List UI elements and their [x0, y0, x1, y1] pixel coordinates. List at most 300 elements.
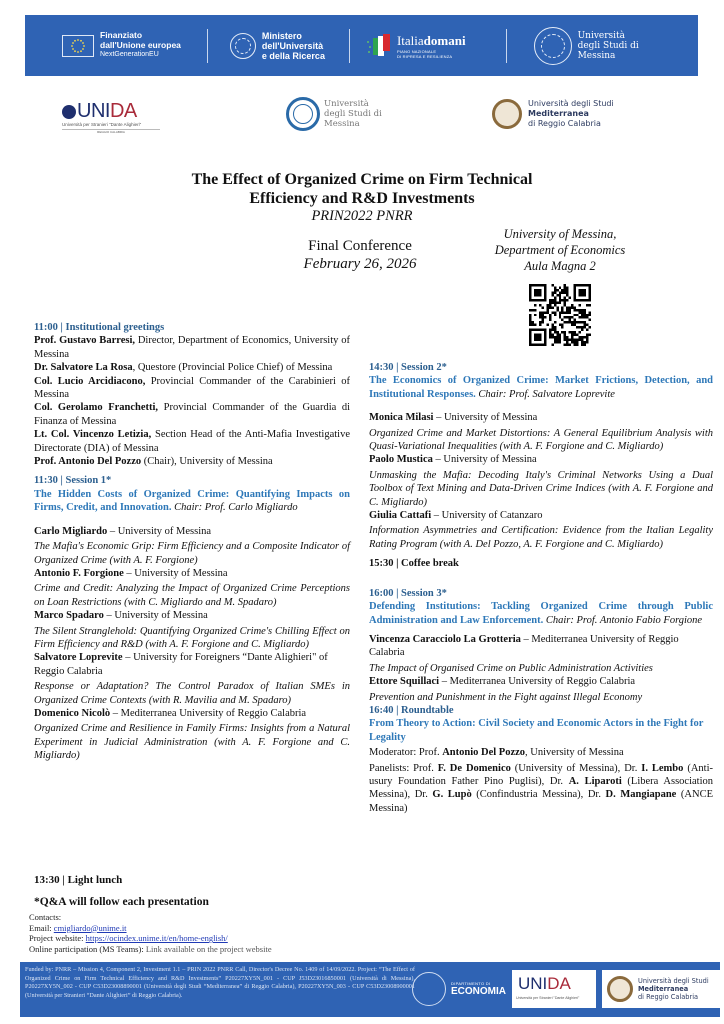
mediterranea-seal-icon	[492, 99, 522, 129]
qr-module	[546, 324, 548, 326]
unida-sub2: REGGIO CALABRIA	[62, 129, 160, 134]
qr-module	[546, 311, 548, 313]
qr-module	[586, 341, 588, 343]
event-name: Final Conference	[308, 238, 412, 254]
qr-module	[571, 324, 573, 326]
eu-line1: Finanziato	[100, 30, 143, 41]
qr-module	[549, 329, 551, 331]
unime-logo-line3: Messina	[324, 119, 360, 129]
qr-module	[534, 304, 536, 306]
qr-module	[559, 299, 561, 301]
qr-module	[586, 339, 588, 341]
qr-module	[554, 299, 556, 301]
unida-sub: Università per Stranieri "Dante Alighieri"	[62, 122, 142, 127]
footer-mediter-line1: Università degli Studi	[638, 977, 709, 985]
qr-module	[579, 289, 586, 296]
panelist-name: F. De Domenico	[437, 762, 511, 774]
qr-module	[569, 319, 571, 321]
unime-line3: Messina	[577, 50, 616, 61]
talk-title: Prevention and Punishment in the Fight against Illegal Economy	[369, 691, 643, 703]
online-label: Online participation (MS Teams):	[29, 943, 146, 954]
session3-chair: Chair: Prof. Antonio Fabio Forgione	[543, 614, 703, 626]
eu-flag-icon	[62, 35, 94, 57]
qr-module	[579, 331, 581, 333]
talk-title: Organized Crime and Market Distortions: A General Equilibrium Analysis with Quasi-Variational Inequalities (with A. F. Forgione and C. Migliardo)	[369, 427, 713, 453]
talk-speaker-line	[34, 651, 350, 678]
session3-title-block	[369, 600, 713, 627]
qr-module	[574, 334, 576, 336]
qr-module	[576, 326, 578, 328]
eu-logo	[62, 15, 181, 76]
mur-logo	[230, 15, 325, 76]
qr-module	[579, 321, 581, 323]
qr-module	[559, 316, 561, 318]
qr-module	[551, 291, 553, 293]
qr-module	[554, 329, 556, 331]
funding-banner	[25, 15, 698, 76]
session3-title: Defending Institutions: Tackling Organized Crime through Public Administration and Law Enforcement.	[369, 601, 713, 626]
talk-speaker-line	[34, 525, 350, 538]
greeting-role: , Questore (Provincial Police Chief) of Messina	[132, 362, 333, 374]
qr-module	[581, 341, 583, 343]
qr-module	[566, 341, 568, 343]
qr-module	[554, 341, 556, 343]
qr-module	[566, 291, 568, 293]
qr-module	[556, 331, 558, 333]
qr-module	[541, 321, 543, 323]
qr-module	[551, 299, 553, 301]
qr-module	[554, 291, 556, 293]
qr-module	[531, 324, 533, 326]
qr-module	[586, 324, 588, 326]
speaker-name: Paolo Mustica	[369, 454, 433, 466]
qr-module	[574, 331, 576, 333]
qr-module	[539, 314, 541, 316]
unime-seal-icon	[286, 97, 320, 131]
moderator-label: Moderator: Prof.	[369, 747, 443, 759]
qr-module	[574, 341, 576, 343]
qr-module	[581, 311, 583, 313]
qr-module	[566, 311, 568, 313]
qr-module	[581, 339, 583, 341]
qr-module	[586, 336, 588, 338]
greeting-name: Col. Gerolamo Franchetti,	[34, 402, 159, 414]
qr-module	[554, 336, 556, 338]
qr-module	[551, 306, 553, 308]
qr-module	[566, 289, 568, 291]
qr-module	[584, 311, 586, 313]
qr-module	[539, 321, 541, 323]
qr-module	[531, 321, 533, 323]
panelist-name: I. Lembo	[641, 762, 684, 774]
contacts-label: Contacts:	[29, 912, 62, 922]
session2-title: The Economics of Organized Crime: Market Frictions, Detection, and Institutional Responses.	[369, 375, 713, 400]
qr-module	[586, 334, 588, 336]
qr-module	[541, 319, 543, 321]
speaker-affiliation: – University of Messina	[103, 610, 208, 622]
mediter-line3: di Reggio Calabria	[528, 119, 601, 128]
website-link[interactable]: https://ocindex.unime.it/en/home-english/	[85, 933, 228, 944]
qr-module	[564, 334, 566, 336]
partner-logos	[0, 95, 724, 140]
qr-module	[559, 324, 561, 326]
speaker-name: Marco Spadaro	[34, 610, 104, 622]
venue-block	[480, 226, 640, 274]
qr-module	[564, 336, 566, 338]
qr-module	[554, 301, 556, 303]
qr-module	[574, 339, 576, 341]
qr-module	[576, 321, 578, 323]
session1-title: The Hidden Costs of Organized Crime: Quantifying Impacts on Firms, Credit, and Innovation.	[34, 488, 350, 514]
qr-module	[529, 324, 531, 326]
qr-module	[556, 336, 558, 338]
qr-module	[579, 309, 581, 311]
unime-line2: degli Studi di	[577, 40, 639, 51]
talk-speaker-line	[369, 453, 713, 466]
unime-seal-icon	[412, 972, 446, 1006]
qr-module	[564, 304, 566, 306]
greeting-item	[34, 375, 350, 402]
speaker-name: Ettore Squillaci	[369, 676, 440, 688]
qr-module	[586, 329, 588, 331]
qr-module	[579, 336, 581, 338]
qr-module	[579, 311, 581, 313]
banner-divider	[506, 29, 507, 63]
talk-title: The Impact of Organised Crime on Public Administration Activities	[369, 662, 653, 674]
program-name: PRIN2022 PNRR	[311, 208, 413, 224]
panelist-name: D. Mangiapane	[605, 789, 677, 801]
talk-title: The Mafia's Economic Grip: Firm Efficiency and a Composite Indicator of Organized Crime (with A. F. Forgione)	[34, 541, 350, 566]
unida-logo	[62, 100, 172, 134]
talk-speaker-line	[34, 707, 350, 720]
session1-heading: 11:30 | Session 1*	[34, 475, 112, 487]
qr-module	[561, 299, 563, 301]
speaker-affiliation: – University of Messina	[123, 567, 228, 579]
email-link[interactable]: cmigliardo@unime.it	[53, 922, 127, 933]
qr-module	[584, 321, 586, 323]
qr-module	[561, 289, 563, 291]
qr-module	[569, 331, 571, 333]
economia-logo	[451, 981, 506, 997]
title-line1: The Effect of Organized Crime on Firm Technical	[191, 171, 533, 188]
italia-sub1: PIANO NAZIONALE	[396, 48, 437, 54]
qr-module	[584, 341, 586, 343]
qr-module	[549, 336, 551, 338]
right-column	[369, 361, 713, 815]
qr-module	[529, 314, 531, 316]
moderator-affil: , University of Messina	[525, 747, 624, 759]
qr-module	[569, 296, 571, 298]
qr-module	[556, 289, 558, 291]
qa-note: *Q&A will follow each presentation	[34, 896, 209, 908]
qr-module	[539, 324, 541, 326]
greeting-role: Provincial Commander of the Guardia di Finanza of Messina	[34, 402, 351, 427]
qr-module	[571, 304, 573, 306]
title-line2: Efficiency and R&D Investments	[249, 190, 475, 207]
qr-module	[549, 334, 551, 336]
qr-module	[541, 311, 543, 313]
qr-module	[586, 316, 588, 318]
qr-module	[544, 311, 546, 313]
qr-module	[564, 321, 566, 323]
qr-module	[571, 316, 573, 318]
banner-divider	[349, 29, 350, 63]
qr-module	[554, 326, 556, 328]
speaker-affiliation: – Mediterranea University of Reggio Calabria	[369, 633, 679, 659]
qr-module	[554, 331, 556, 333]
qr-module	[589, 326, 591, 328]
qr-module	[531, 309, 533, 311]
economia-small: DIPARTIMENTO DI	[451, 981, 491, 986]
page-title	[0, 170, 724, 208]
qr-module	[564, 331, 566, 333]
mur-line2: dell'Università	[261, 40, 324, 51]
qr-module	[559, 334, 561, 336]
italia-text: Italia	[396, 32, 424, 48]
eu-line2: dall'Unione europea	[100, 39, 181, 50]
qr-module	[554, 304, 556, 306]
mediter-line2: Mediterranea	[528, 109, 589, 118]
qr-module	[564, 316, 566, 318]
unime-logo-line1: Università	[324, 99, 369, 109]
event-date: February 26, 2026	[303, 256, 417, 272]
qr-module	[574, 306, 576, 308]
session2-title-block	[369, 374, 713, 401]
qr-module	[566, 294, 568, 296]
speaker-affiliation: – University of Messina	[107, 525, 212, 537]
qr-module	[554, 296, 556, 298]
greeting-role: Provincial Commander of the Carabinieri of Messina	[34, 375, 350, 401]
qr-module	[569, 311, 571, 313]
qr-module	[556, 306, 558, 308]
talk-title: The Silent Stranglehold: Quantifying Organized Crime's Chilling Effect on Firm Efficiency and R&D (with A. F. Forgione and C. Migliardo)	[34, 625, 350, 650]
qr-module	[561, 311, 563, 313]
greeting-item	[34, 428, 350, 455]
qr-module	[549, 314, 551, 316]
qr-module	[556, 334, 558, 336]
mediterranea-seal-icon	[607, 976, 633, 1002]
qr-module	[561, 331, 563, 333]
greeting-name: Col. Lucio Arcidiacono,	[34, 375, 146, 387]
talk-speaker-line	[369, 509, 713, 522]
unime-seal-icon	[534, 27, 572, 65]
talk-speaker-line	[34, 609, 350, 622]
qr-module	[589, 319, 591, 321]
qr-module	[569, 344, 571, 346]
greeting-name: Lt. Col. Vincenzo Letizia,	[34, 429, 152, 441]
qr-module	[551, 284, 553, 286]
qr-module	[529, 316, 531, 318]
greeting-role: Section Head of the Anti-Mafia Investigative Directorate (DIA) of Messina	[34, 429, 350, 454]
qr-module	[566, 309, 568, 311]
qr-module	[561, 319, 563, 321]
qr-module	[564, 301, 566, 303]
qr-module	[554, 339, 556, 341]
qr-module	[539, 311, 541, 313]
qr-module	[564, 299, 566, 301]
qr-module	[561, 291, 563, 293]
qr-module	[551, 329, 553, 331]
footer-mediter-line3: di Reggio Calabria	[638, 993, 699, 1001]
qr-module	[551, 294, 553, 296]
venue-line3: Aula Magna 2	[524, 259, 596, 273]
panelist-affil: (Anti-usury Foundation Father Pino Puglisi), Dr.	[369, 762, 713, 787]
panelist-affil: (Libera Association Messina), Dr.	[369, 775, 713, 801]
unime-banner-logo	[534, 15, 639, 76]
greeting-item	[34, 455, 350, 468]
qr-module	[589, 314, 591, 316]
greeting-item	[34, 361, 350, 374]
qr-module	[574, 314, 576, 316]
qr-module	[566, 321, 568, 323]
qr-module	[576, 344, 578, 346]
qr-module	[559, 339, 561, 341]
qr-module	[564, 339, 566, 341]
speaker-name: Giulia Cattafi	[369, 510, 432, 522]
speaker-name: Vincenza Caracciolo La Grotteria	[369, 633, 521, 645]
qr-module	[571, 336, 573, 338]
qr-module	[581, 326, 583, 328]
moderator-line	[369, 746, 713, 759]
qr-module	[549, 299, 551, 301]
qr-module	[569, 306, 571, 308]
session3-talks	[369, 633, 713, 704]
qr-module	[541, 316, 543, 318]
qr-module	[584, 344, 586, 346]
qr-module	[581, 344, 583, 346]
greetings-heading: 11:00 | Institutional greetings	[34, 322, 165, 333]
talk-title: Information Asymmetries and Certification: Evidence from the Italian Legality Rating Program (with A. Del Pozzo, A. F. Forgione and C. Migliardo)	[369, 525, 713, 550]
qr-code[interactable]	[528, 284, 592, 346]
qr-module	[559, 341, 561, 343]
talk-title: Organized Crime and Resilience in Family Firms: Insights from a Natural Experiment in Judicial Administration (with A. F. Forgione and C. Migliardo)	[34, 723, 350, 762]
qr-module	[551, 324, 553, 326]
email-label: Email:	[29, 922, 54, 933]
footer-mediter-line2: Mediterranea	[638, 985, 689, 993]
economia-big: ECONOMIA	[451, 986, 506, 997]
qr-module	[576, 341, 578, 343]
qr-module	[576, 334, 578, 336]
talk-speaker-line	[369, 675, 713, 688]
qr-module	[584, 316, 586, 318]
qr-module	[579, 304, 581, 306]
italian-emblem-icon	[230, 33, 256, 59]
qr-module	[554, 286, 556, 288]
qr-module	[571, 321, 573, 323]
qr-module	[534, 334, 541, 341]
greeting-name: Dr. Salvatore La Rosa	[34, 362, 133, 374]
qr-module	[584, 326, 586, 328]
qr-module	[546, 309, 548, 311]
qr-module	[559, 286, 561, 288]
unida-uni: UNI	[77, 100, 110, 122]
venue-line2: Department of Economics	[494, 243, 626, 257]
qr-module	[574, 344, 576, 346]
qr-module	[549, 316, 551, 318]
qr-module	[579, 316, 581, 318]
qr-module	[549, 304, 551, 306]
qr-module	[541, 314, 543, 316]
qr-module	[534, 309, 536, 311]
qr-module	[581, 321, 583, 323]
dante-profile-icon	[62, 105, 76, 119]
qr-module	[529, 319, 531, 321]
qr-module	[569, 339, 571, 341]
session1-chair: Chair: Prof. Carlo Migliardo	[171, 502, 298, 514]
qr-module	[551, 311, 553, 313]
qr-module	[584, 309, 586, 311]
website-label: Project website:	[29, 933, 86, 944]
unime-line1: Università	[577, 30, 626, 41]
qr-module	[564, 286, 566, 288]
qr-module	[576, 339, 578, 341]
qr-module	[541, 306, 543, 308]
qr-module	[561, 324, 563, 326]
qr-module	[529, 321, 531, 323]
panelist-affil: (Confindustria Messina), Dr.	[471, 789, 606, 801]
footer-unida-sub: Università per Stranieri "Dante Alighieri"	[516, 996, 580, 1000]
roundtable-heading: 16:40 | Roundtable	[369, 704, 454, 716]
qr-module	[564, 311, 566, 313]
qr-module	[554, 311, 556, 313]
italy-flag-icon	[366, 33, 392, 59]
greeting-item	[34, 401, 350, 428]
speaker-name: Antonio F. Forgione	[34, 567, 124, 579]
qr-module	[569, 309, 571, 311]
panelist-name: G. Lupò	[432, 789, 472, 801]
banner-divider	[207, 29, 208, 63]
qr-module	[529, 309, 531, 311]
talk-title: Response or Adaptation? The Control Paradox of Italian SMEs in Organized Crime Contexts (with R. Mavilia and M. Spadaro)	[34, 681, 350, 706]
footer-logos	[408, 965, 724, 1013]
qr-module	[561, 326, 563, 328]
session2-talks	[369, 411, 713, 551]
speaker-affiliation: – University for Foreigners “Dante Alighieri" of Reggio Calabria	[34, 652, 328, 677]
qr-module	[539, 304, 541, 306]
qr-module	[534, 289, 541, 296]
mur-line3: e della Ricerca	[261, 50, 325, 61]
qr-module	[559, 294, 561, 296]
session1-talks	[34, 525, 350, 763]
qr-module	[551, 344, 553, 346]
contacts-block	[29, 912, 272, 954]
qr-module	[564, 344, 566, 346]
qr-module	[554, 289, 556, 291]
qr-module	[589, 304, 591, 306]
greeting-role: (Chair), University of Messina	[141, 456, 273, 468]
qr-module	[571, 341, 573, 343]
qr-module	[556, 309, 558, 311]
talk-speaker-line	[369, 633, 713, 660]
panelists-line	[369, 762, 713, 816]
qr-module	[566, 339, 568, 341]
qr-module	[566, 286, 568, 288]
qr-module	[546, 304, 548, 306]
qr-module	[571, 331, 573, 333]
qr-module	[561, 306, 563, 308]
qr-module	[566, 344, 568, 346]
session2-chair: Chair: Prof. Salvatore Loprevite	[475, 388, 615, 400]
qr-module	[566, 299, 568, 301]
footer-bar	[20, 962, 720, 1017]
lunch-break: 13:30 | Light lunch	[34, 874, 123, 886]
greeting-name: Prof. Antonio Del Pozzo	[34, 456, 142, 468]
mediterranea-logo	[492, 99, 614, 129]
speaker-affiliation: – Mediterranea University of Reggio Calabria	[439, 676, 636, 688]
qr-module	[574, 309, 576, 311]
qr-module	[559, 301, 561, 303]
qr-module	[566, 336, 568, 338]
